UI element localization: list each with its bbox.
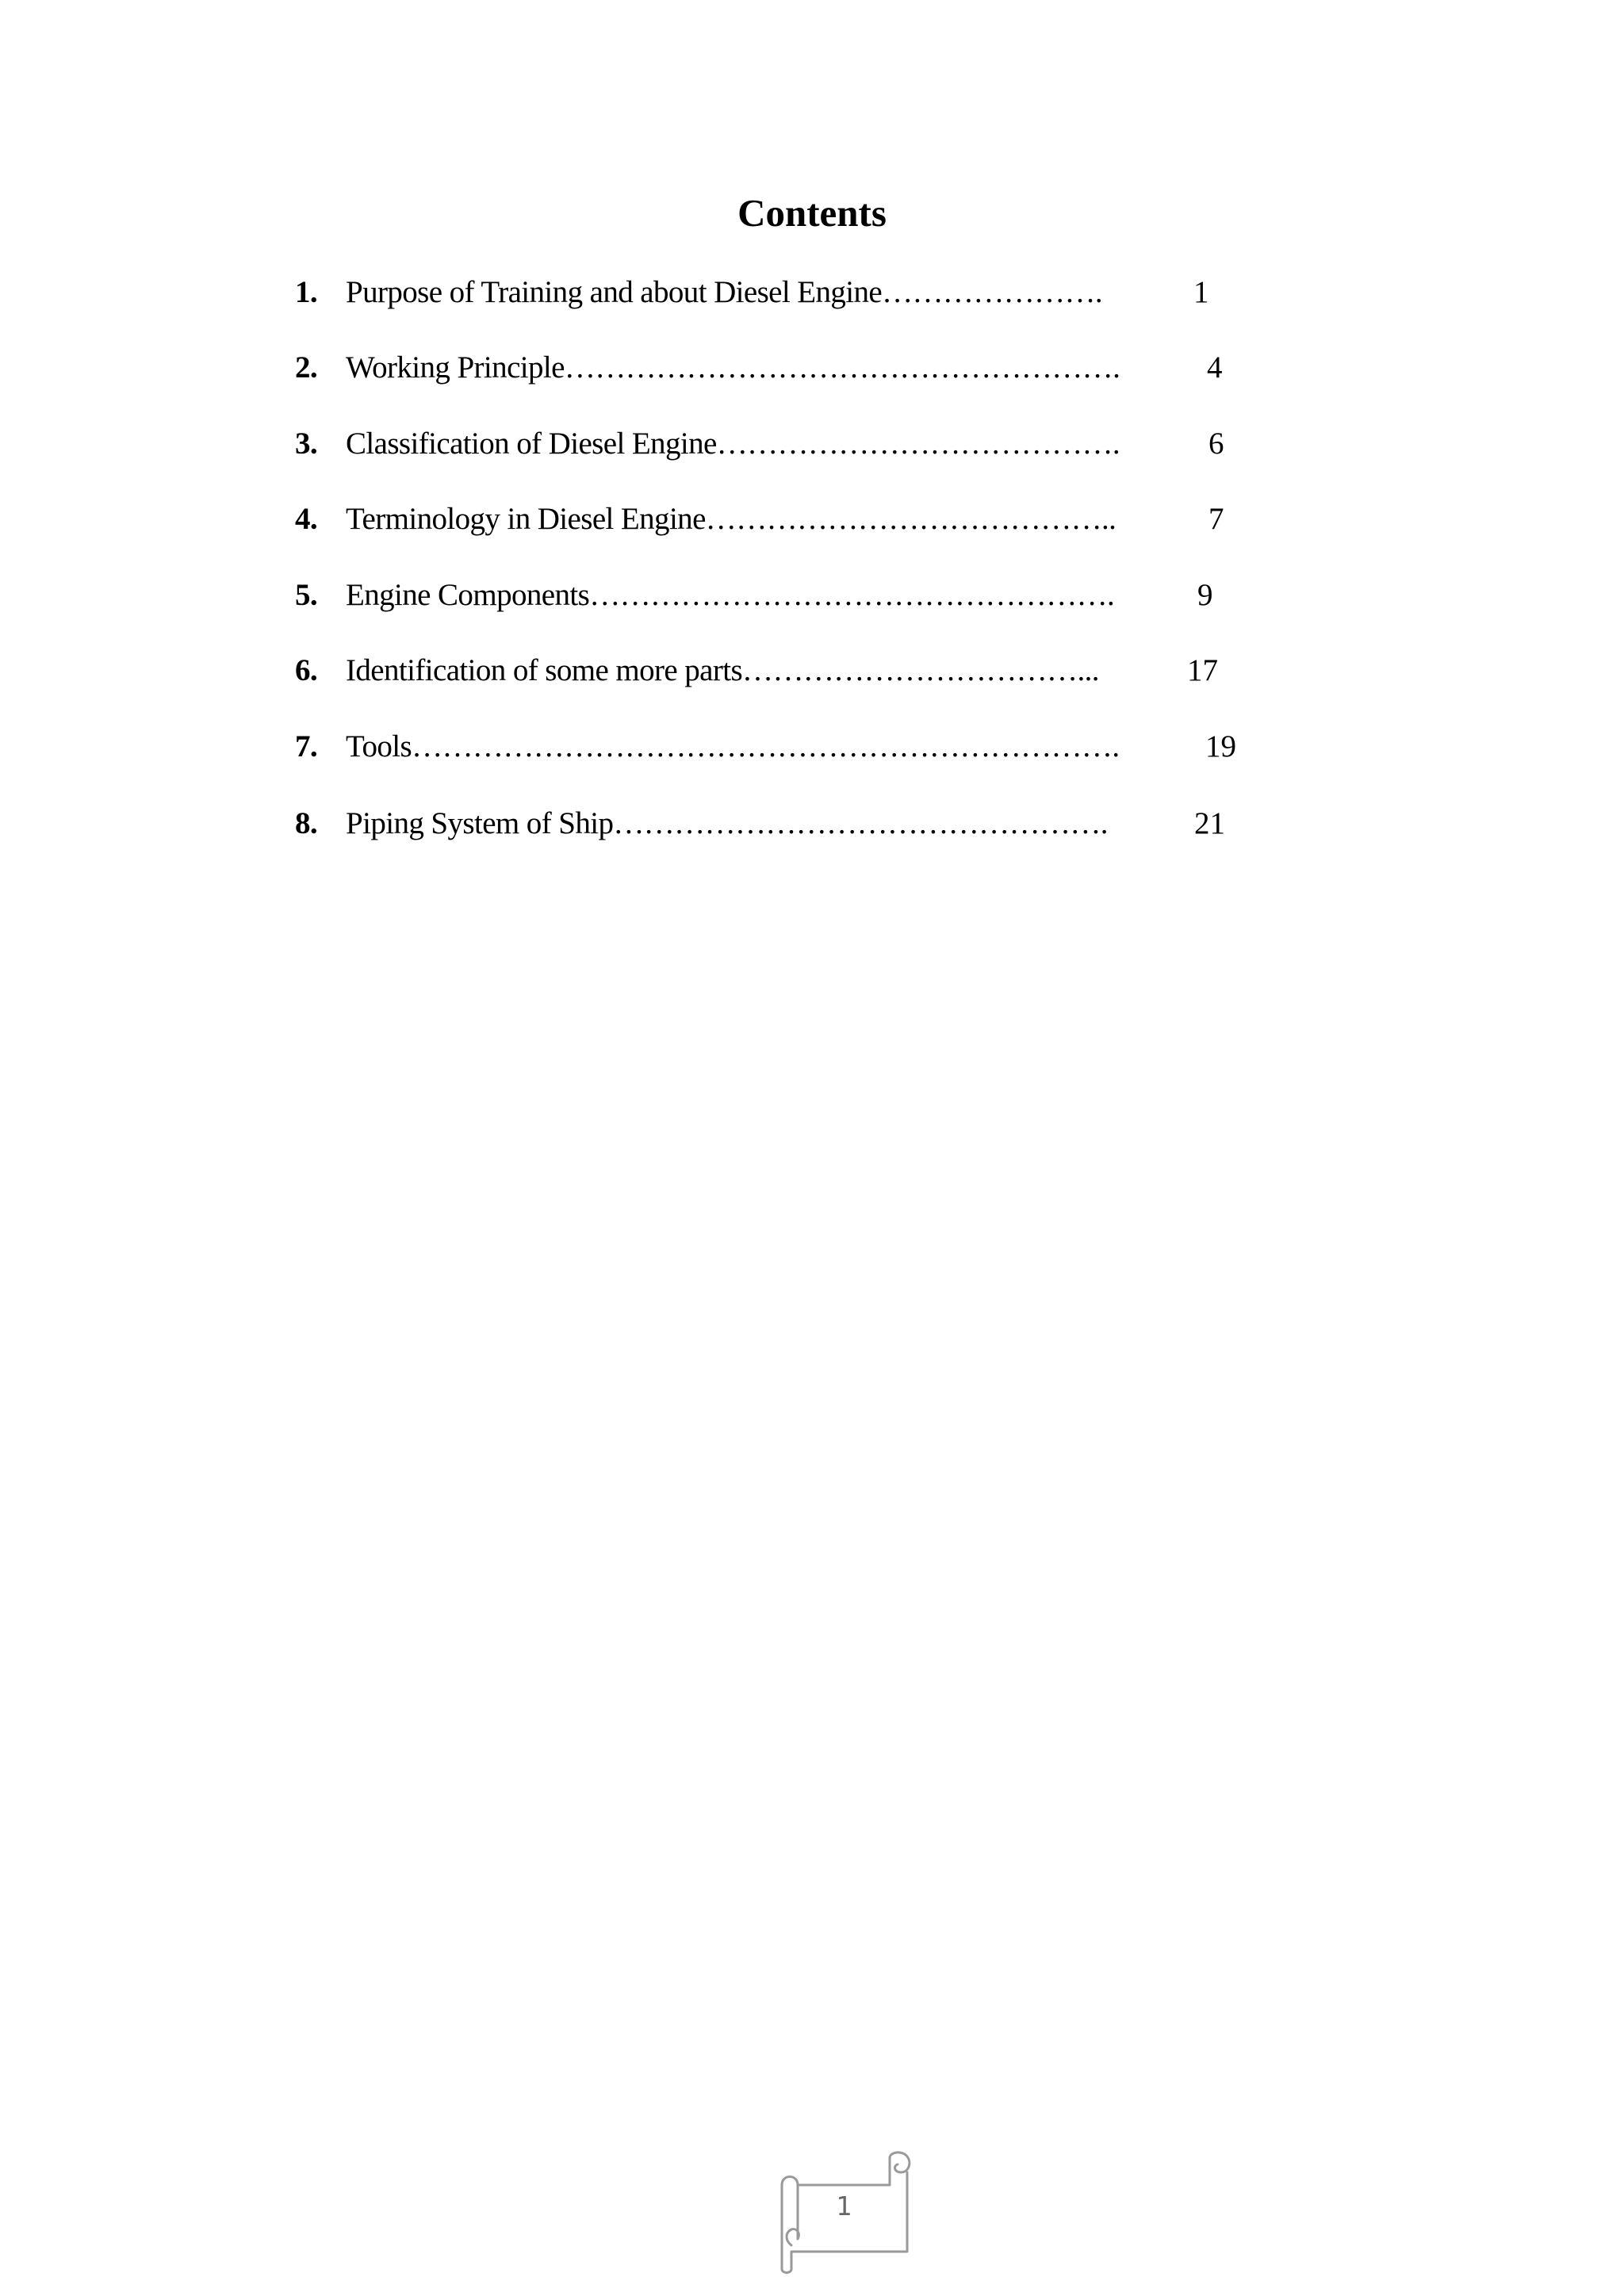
- toc-entry-title: Terminology in Diesel Engine: [346, 502, 706, 536]
- toc-entry-number: 8.: [295, 806, 318, 840]
- toc-entry-title: Working Principle: [346, 350, 565, 385]
- toc-entry-title: Identification of some more parts: [346, 653, 743, 687]
- toc-entry: [295, 501, 1116, 538]
- toc-entry-page: 17: [1187, 653, 1218, 687]
- toc-entry-leader: …………………………………..: [705, 502, 1116, 536]
- toc-entry: [295, 350, 1120, 387]
- toc-entry-number: 2.: [295, 350, 318, 385]
- toc-entry-page: 7: [1208, 502, 1224, 536]
- toc-entry-title: Piping System of Ship: [346, 806, 614, 840]
- toc-entry: [295, 577, 1114, 614]
- toc-entry-number: 3.: [295, 427, 318, 461]
- page-title: Contents: [737, 191, 887, 235]
- toc-entry-number: 7.: [295, 729, 318, 763]
- toc-entry-leader: …………………………………………………………….: [412, 729, 1120, 763]
- toc-entry-title: Tools: [346, 729, 412, 763]
- toc-entry-page: 21: [1194, 806, 1225, 840]
- toc-entry: [295, 652, 1099, 690]
- toc-entry-title: Engine Components: [346, 578, 590, 612]
- toc-entry: [295, 274, 1102, 312]
- toc-entry: [295, 729, 1119, 766]
- page-number: 1: [836, 2191, 852, 2221]
- toc-entry-leader: ……………………………………………….: [564, 350, 1120, 385]
- toc-entry-page: 4: [1207, 350, 1223, 385]
- toc-entry: [295, 426, 1120, 463]
- toc-entry-page: 19: [1205, 729, 1236, 763]
- toc-entry-page: 1: [1193, 275, 1209, 309]
- toc-entry-page: 9: [1197, 578, 1213, 612]
- toc-entry-page: 6: [1208, 427, 1224, 461]
- toc-entry: [295, 806, 1108, 843]
- toc-entry-number: 1.: [295, 275, 318, 309]
- toc-entry-leader: ………………….: [882, 275, 1103, 309]
- toc-entry-number: 6.: [295, 653, 318, 687]
- toc-entry-leader: ………………………………….: [716, 427, 1120, 461]
- toc-entry-number: 4.: [295, 502, 318, 536]
- toc-entry-leader: ………………………………………….: [613, 806, 1108, 840]
- toc-entry-leader: …………………………………………….: [589, 578, 1115, 612]
- toc-entry-number: 5.: [295, 578, 318, 612]
- toc-entry-leader: ……………………………...: [742, 653, 1099, 687]
- toc-entry-title: Purpose of Training and about Diesel Engine: [346, 275, 883, 309]
- toc-entry-title: Classification of Diesel Engine: [346, 427, 717, 461]
